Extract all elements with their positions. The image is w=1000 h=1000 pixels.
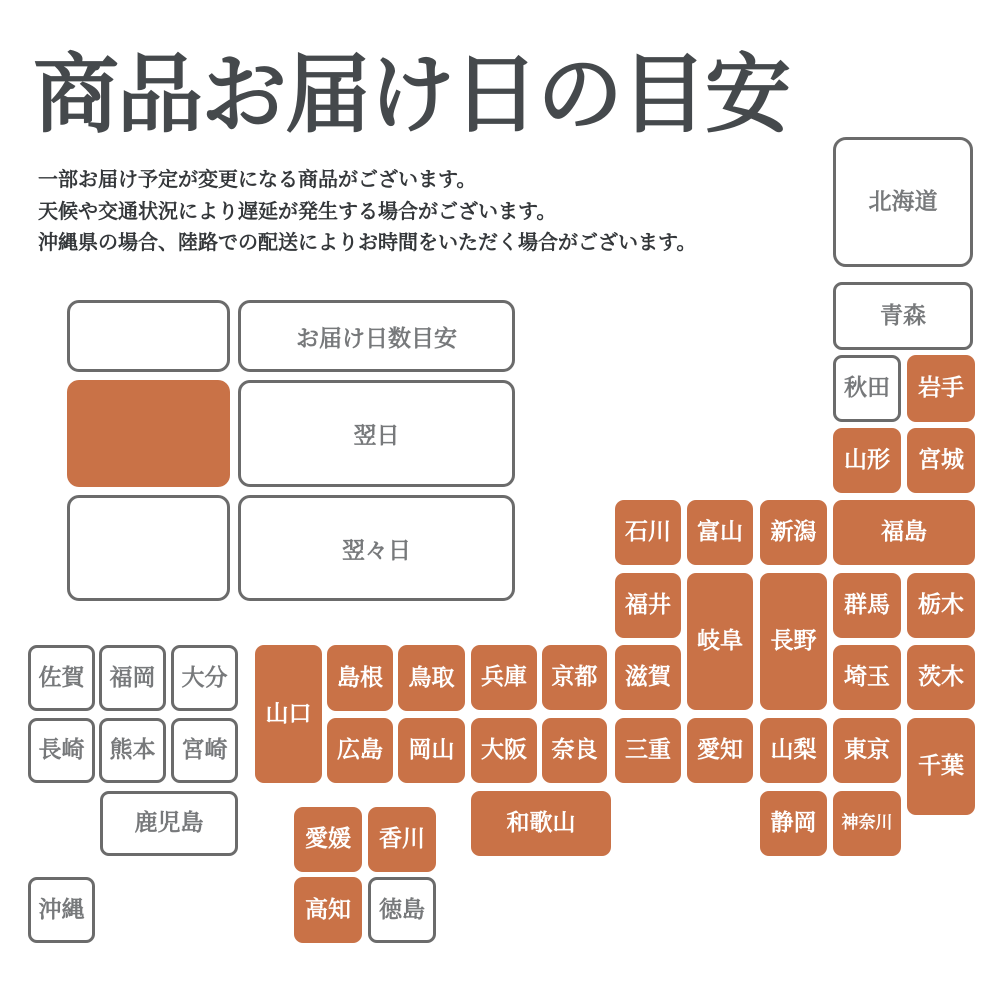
prefecture-tile-fukuoka: 福岡 — [99, 645, 166, 711]
prefecture-tile-gifu: 岐阜 — [687, 573, 753, 710]
prefecture-tile-wakayama: 和歌山 — [471, 791, 611, 856]
prefecture-tile-gunma: 群馬 — [833, 573, 901, 638]
prefecture-tile-shimane: 島根 — [327, 645, 393, 711]
prefecture-tile-okinawa: 沖縄 — [28, 877, 95, 943]
prefecture-tile-yamanashi: 山梨 — [760, 718, 827, 783]
prefecture-tile-tokyo: 東京 — [833, 718, 901, 783]
note-line-1: 一部お届け予定が変更になる商品がございます。 — [38, 167, 477, 191]
prefecture-tile-hyogo: 兵庫 — [471, 645, 537, 710]
prefecture-tile-ibaraki: 茨木 — [907, 645, 975, 710]
prefecture-tile-osaka: 大阪 — [471, 718, 537, 783]
delivery-notes — [38, 164, 696, 259]
prefecture-tile-tottori: 鳥取 — [398, 645, 465, 711]
note-line-2: 天候や交通状況により遅延が発生する場合がございます。 — [38, 198, 557, 223]
legend-header-label: お届け日数目安 — [238, 300, 515, 372]
prefecture-tile-saga: 佐賀 — [28, 645, 95, 711]
prefecture-tile-kochi: 高知 — [294, 877, 362, 943]
prefecture-tile-ehime: 愛媛 — [294, 807, 362, 872]
prefecture-tile-saitama: 埼玉 — [833, 645, 901, 710]
prefecture-tile-hiroshima: 広島 — [327, 718, 393, 783]
legend-swatch-two-days — [67, 495, 230, 601]
prefecture-tile-miyagi: 宮城 — [907, 428, 975, 493]
prefecture-tile-aichi: 愛知 — [687, 718, 753, 783]
prefecture-tile-yamaguchi: 山口 — [255, 645, 322, 783]
prefecture-tile-yamagata: 山形 — [833, 428, 901, 493]
prefecture-tile-nagano: 長野 — [760, 573, 827, 710]
prefecture-tile-hokkaido: 北海道 — [833, 137, 973, 267]
prefecture-tile-ishikawa: 石川 — [615, 500, 681, 565]
prefecture-tile-mie: 三重 — [615, 718, 681, 783]
prefecture-tile-niigata: 新潟 — [760, 500, 827, 565]
prefecture-tile-kagawa: 香川 — [368, 807, 436, 872]
prefecture-tile-tokushima: 徳島 — [368, 877, 436, 943]
prefecture-tile-miyazaki: 宮崎 — [171, 718, 238, 783]
prefecture-tile-kumamoto: 熊本 — [99, 718, 166, 783]
prefecture-tile-akita: 秋田 — [833, 355, 901, 422]
prefecture-tile-aomori: 青森 — [833, 282, 973, 350]
note-line-3: 沖縄県の場合、陸路での配送によりお時間をいただく場合がございます。 — [38, 230, 697, 254]
page-title: 商品お届け日の目安 — [33, 45, 789, 145]
prefecture-tile-chiba: 千葉 — [907, 718, 975, 815]
prefecture-tile-toyama: 富山 — [687, 500, 753, 565]
prefecture-tile-fukui: 福井 — [615, 573, 681, 638]
prefecture-tile-shiga: 滋賀 — [615, 645, 681, 710]
legend-swatch-next-day — [67, 380, 230, 487]
legend-label-two-days: 翌々日 — [238, 495, 515, 601]
legend-label-next-day: 翌日 — [238, 380, 515, 487]
prefecture-tile-fukushima: 福島 — [833, 500, 975, 565]
prefecture-tile-nara: 奈良 — [542, 718, 607, 783]
prefecture-tile-iwate: 岩手 — [907, 355, 975, 422]
prefecture-tile-kyoto: 京都 — [542, 645, 607, 710]
prefecture-tile-shizuoka: 静岡 — [760, 791, 827, 856]
legend-swatch-blank — [67, 300, 230, 372]
prefecture-tile-tochigi: 栃木 — [907, 573, 975, 638]
prefecture-tile-oita: 大分 — [171, 645, 238, 711]
prefecture-tile-kagoshima: 鹿児島 — [100, 791, 238, 856]
prefecture-tile-okayama: 岡山 — [398, 718, 465, 783]
prefecture-tile-kanagawa: 神奈川 — [833, 791, 901, 856]
prefecture-tile-nagasaki: 長崎 — [28, 718, 95, 783]
